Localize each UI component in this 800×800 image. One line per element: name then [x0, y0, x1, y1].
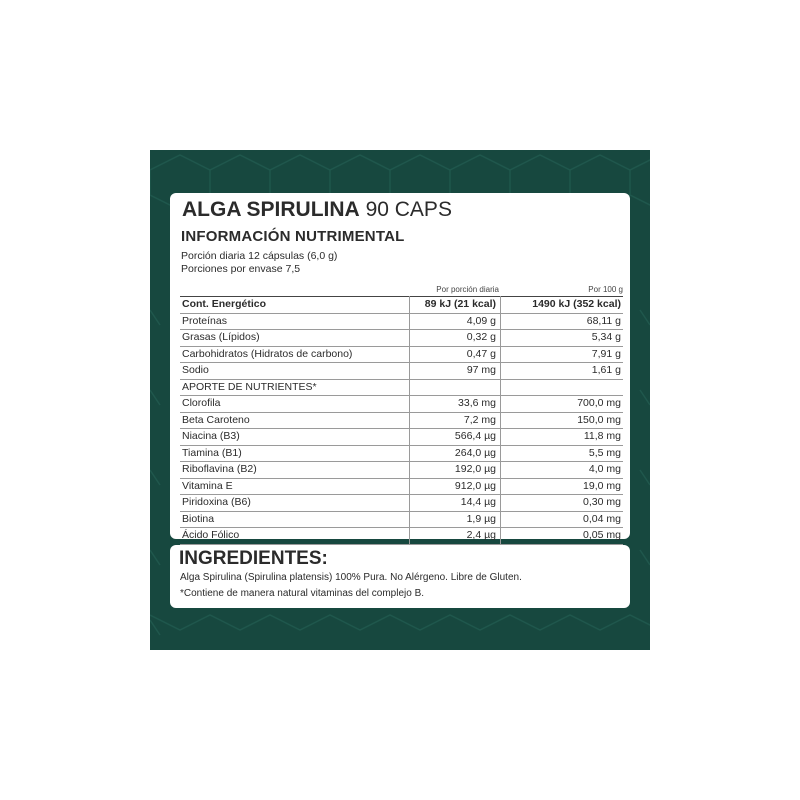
per-100g-value: 0,30 mg [501, 495, 624, 512]
serving-size: Porción diaria 12 cápsulas (6,0 g) [181, 250, 338, 262]
per-100g-value: 700,0 mg [501, 396, 624, 413]
nutrient-name: Biotina [180, 511, 410, 528]
per-serving-value: 1,9 µg [410, 511, 501, 528]
per-100g-value: 5,5 mg [501, 445, 624, 462]
nutrition-table [180, 296, 623, 545]
table-row [180, 462, 623, 479]
nutrition-facts-card [170, 193, 630, 542]
table-row [180, 346, 623, 363]
per-100g-value [501, 379, 624, 396]
label-panel [150, 150, 650, 650]
nutrient-name: Sodio [180, 363, 410, 380]
per-serving-value: 2,4 µg [410, 528, 501, 545]
per-100g-value: 5,34 g [501, 330, 624, 347]
table-row [180, 429, 623, 446]
table-row [180, 363, 623, 380]
ingredients-note: *Contiene de manera natural vitaminas del complejo B. [180, 588, 425, 599]
servings-per-container: Porciones por envase 7,5 [181, 263, 301, 275]
nutrient-name: Ácido Fólico [180, 528, 410, 545]
product-title: ALGA SPIRULINA 90 CAPS [182, 198, 452, 221]
per-100g-value: 0,05 mg [501, 528, 624, 545]
per-serving-value: 0,47 g [410, 346, 501, 363]
column-header-per-serving: Por porción diaria [436, 285, 499, 294]
per-serving-value: 89 kJ (21 kcal) [410, 297, 501, 314]
per-100g-value: 4,0 mg [501, 462, 624, 479]
per-100g-value: 1,61 g [501, 363, 624, 380]
nutrient-name: Beta Caroteno [180, 412, 410, 429]
per-serving-value: 912,0 µg [410, 478, 501, 495]
table-row [180, 297, 623, 314]
nutrient-name: Proteínas [180, 313, 410, 330]
table-row [180, 478, 623, 495]
table-row [180, 495, 623, 512]
nutrient-name: Carbohidratos (Hidratos de carbono) [180, 346, 410, 363]
per-serving-value: 7,2 mg [410, 412, 501, 429]
nutrition-title: INFORMACIÓN NUTRIMENTAL [181, 228, 405, 245]
nutrient-name: Niacina (B3) [180, 429, 410, 446]
per-serving-value: 14,4 µg [410, 495, 501, 512]
nutrient-name: APORTE DE NUTRIENTES* [180, 379, 410, 396]
per-serving-value: 192,0 µg [410, 462, 501, 479]
per-100g-value: 11,8 mg [501, 429, 624, 446]
ingredients-title: INGREDIENTES: [179, 548, 328, 569]
ingredients-card [170, 545, 630, 608]
table-row [180, 445, 623, 462]
per-serving-value: 33,6 mg [410, 396, 501, 413]
nutrient-name: Vitamina E [180, 478, 410, 495]
per-100g-value: 7,91 g [501, 346, 624, 363]
nutrient-name: Riboflavina (B2) [180, 462, 410, 479]
table-row [180, 330, 623, 347]
table-row [180, 396, 623, 413]
per-serving-value: 4,09 g [410, 313, 501, 330]
table-row [180, 313, 623, 330]
per-100g-value: 68,11 g [501, 313, 624, 330]
table-row [180, 412, 623, 429]
per-serving-value: 97 mg [410, 363, 501, 380]
ingredients-text: Alga Spirulina (Spirulina platensis) 100% Pura. No Alérgeno. Libre de Gluten. [180, 572, 522, 583]
per-100g-value: 150,0 mg [501, 412, 624, 429]
table-row [180, 511, 623, 528]
table-row [180, 379, 623, 396]
per-100g-value: 1490 kJ (352 kcal) [501, 297, 624, 314]
table-row [180, 528, 623, 545]
per-serving-value: 566,4 µg [410, 429, 501, 446]
per-serving-value: 0,32 g [410, 330, 501, 347]
per-serving-value [410, 379, 501, 396]
nutrient-name: Clorofila [180, 396, 410, 413]
nutrient-name: Grasas (Lípidos) [180, 330, 410, 347]
nutrient-name: Tiamina (B1) [180, 445, 410, 462]
per-100g-value: 19,0 mg [501, 478, 624, 495]
per-100g-value: 0,04 mg [501, 511, 624, 528]
nutrient-name: Cont. Energético [180, 297, 410, 314]
nutrient-name: Piridoxina (B6) [180, 495, 410, 512]
per-serving-value: 264,0 µg [410, 445, 501, 462]
column-header-per-100g: Por 100 g [588, 285, 623, 294]
